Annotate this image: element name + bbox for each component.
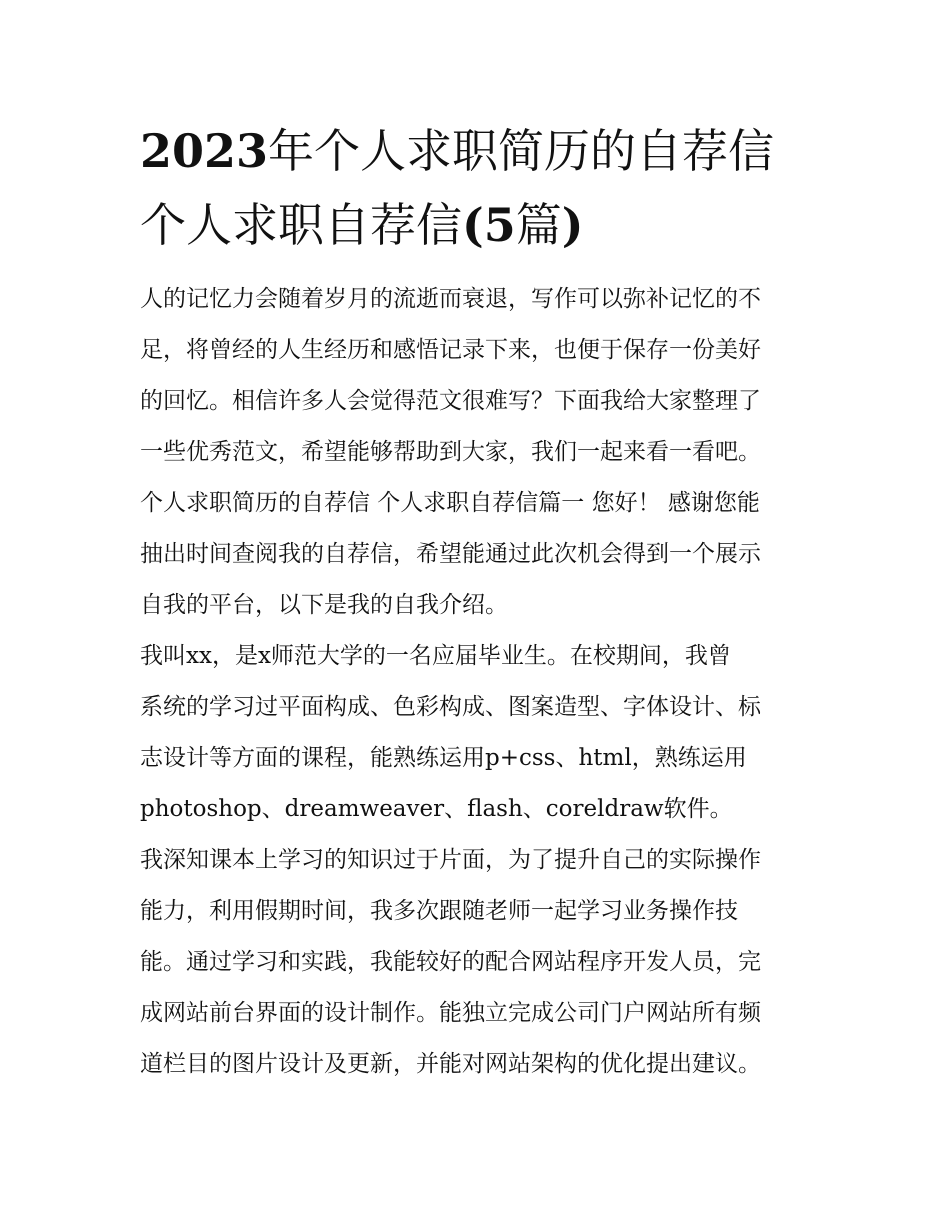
paragraph-skills <box>140 631 820 835</box>
title-line-1 <box>140 114 820 188</box>
text-line: 成网站前台界面的设计制作。能独立完成公司门户网站所有频 <box>140 1000 761 1026</box>
paragraph-intro <box>140 274 820 631</box>
text-line: 人的记忆力会随着岁月的流逝而衰退，写作可以弥补记忆的不 <box>140 286 761 312</box>
title-line-2 <box>140 188 820 262</box>
title-count-close: ) <box>561 198 584 252</box>
text-line: 自我的平台，以下是我的自我介绍。 <box>140 592 508 618</box>
text-line: 我深知课本上学习的知识过于片面，为了提升自己的实际操作 <box>140 847 761 873</box>
title-text-1: 年个人求职简历的自荐信 <box>268 124 775 178</box>
text-line: 足，将曾经的人生经历和感悟记录下来，也便于保存一份美好 <box>140 337 761 363</box>
title-count-unit: 篇 <box>515 198 562 252</box>
text-line: 的回忆。相信许多人会觉得范文很难写？下面我给大家整理了 <box>140 388 761 414</box>
text-line: 能力，利用假期时间，我多次跟随老师一起学习业务操作技 <box>140 898 738 924</box>
text-line: 系统的学习过平面构成、色彩构成、图案造型、字体设计、标 <box>140 694 761 720</box>
document-body <box>140 274 820 1090</box>
text-line: 我叫xx，是x师范大学的一名应届毕业生。在校期间，我曾 <box>140 643 731 669</box>
title-count-open: (5 <box>462 198 516 252</box>
title-text-2: 个人求职自荐信 <box>140 198 462 252</box>
text-line: 志设计等方面的课程，能熟练运用p+css、html，熟练运用 <box>140 745 747 771</box>
text-line: 抽出时间查阅我的自荐信，希望能通过此次机会得到一个展示 <box>140 541 761 567</box>
text-line: photoshop、dreamweaver、flash、coreldraw软件。 <box>140 796 733 822</box>
document-title <box>140 114 820 262</box>
paragraph-experience <box>140 835 820 1090</box>
text-line: 一些优秀范文，希望能够帮助到大家，我们一起来看一看吧。 <box>140 439 761 465</box>
title-year: 2023 <box>140 124 269 178</box>
text-line: 个人求职简历的自荐信 个人求职自荐信篇一 您好！ 感谢您能 <box>140 490 760 516</box>
text-line: 道栏目的图片设计及更新，并能对网站架构的优化提出建议。 <box>140 1051 761 1077</box>
text-line: 能。通过学习和实践，我能较好的配合网站程序开发人员，完 <box>140 949 761 975</box>
